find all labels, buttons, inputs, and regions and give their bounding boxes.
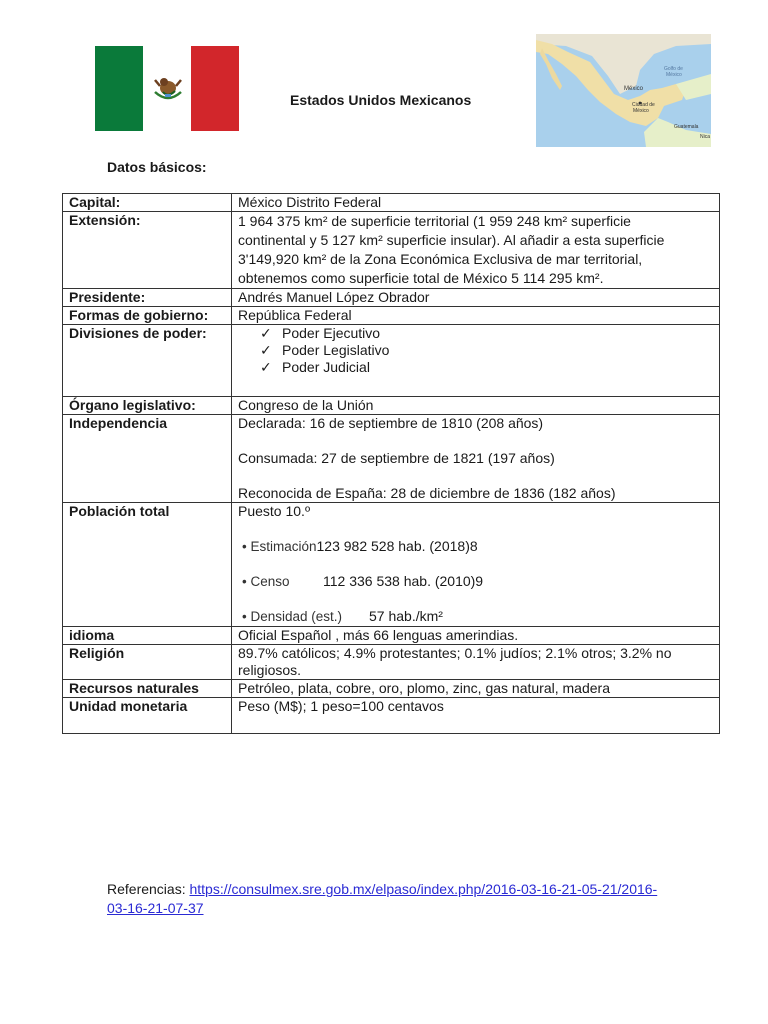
table-row (63, 289, 720, 307)
row-label: Unidad monetaria (63, 698, 232, 734)
poblacion-estimacion: • Estimación123 982 528 hab. (2018)8 (242, 538, 478, 554)
page-title: Estados Unidos Mexicanos (290, 92, 472, 108)
poblacion-censo: • Censo 112 336 538 hab. (2010)9 (242, 573, 484, 589)
row-label: Religión (63, 645, 232, 680)
table-row (63, 397, 720, 415)
poblacion-puesto: Puesto 10.º (238, 503, 311, 519)
table-row (63, 680, 720, 698)
table-row (63, 194, 720, 212)
row-value: Andrés Manuel López Obrador (232, 289, 720, 307)
row-value (232, 503, 720, 627)
check-icon: ✓ (260, 359, 272, 375)
table-row (63, 307, 720, 325)
table-row (63, 645, 720, 680)
table-row (63, 698, 720, 734)
check-icon: ✓ (260, 325, 272, 341)
independencia-declarada: Declarada: 16 de septiembre de 1810 (208 años) (238, 415, 544, 431)
check-icon: ✓ (260, 342, 272, 358)
row-value: Peso (M$); 1 peso=100 centavos (232, 698, 720, 734)
row-label: Independencia (63, 415, 232, 503)
row-value: 1 964 375 km² de superficie territorial (1 959 248 km² superficie continental y 5 127 km² superficie insular). Al añadir a esta superficie 3'149,920 km² de la Zona Económica Exclusiva de mar territorial, obtenemos como superficie total de México 5 114 295 km². (232, 212, 720, 289)
row-label: Presidente: (63, 289, 232, 307)
row-label: Órgano legislativo: (63, 397, 232, 415)
section-label: Datos básicos: (107, 159, 207, 175)
row-value: México Distrito Federal (232, 194, 720, 212)
flag-white-stripe (143, 46, 191, 131)
list-item: ✓ Poder Judicial (260, 359, 370, 375)
mexico-map (536, 34, 711, 147)
table-row (63, 415, 720, 503)
row-value (232, 325, 720, 397)
map-label-nica: Nica (700, 134, 711, 140)
row-value: 89.7% católicos; 4.9% protestantes; 0.1% judíos; 2.1% otros; 3.2% no religiosos. (232, 645, 720, 680)
references-label: Referencias: (107, 881, 190, 897)
map-label-capital-1: Ciudad de (632, 102, 655, 108)
basic-data-table (62, 193, 720, 734)
references (107, 880, 667, 918)
map-label-country: México (624, 86, 644, 92)
coat-of-arms-icon (151, 72, 185, 104)
row-label: Población total (63, 503, 232, 627)
row-value (232, 415, 720, 503)
flag-red-stripe (191, 46, 239, 131)
table-row (63, 212, 720, 289)
list-item: ✓ Poder Legislativo (260, 342, 390, 358)
row-label: Capital: (63, 194, 232, 212)
table-row (63, 503, 720, 627)
row-value: Congreso de la Unión (232, 397, 720, 415)
table-row (63, 627, 720, 645)
independencia-consumada: Consumada: 27 de septiembre de 1821 (197 años) (238, 450, 555, 466)
poblacion-densidad: • Densidad (est.) 57 hab./km² (242, 608, 443, 624)
row-value: República Federal (232, 307, 720, 325)
map-label-gulf-1: Golfo de (664, 66, 683, 72)
row-label: Extensión: (63, 212, 232, 289)
reference-link[interactable]: https://consulmex.sre.gob.mx/elpaso/index.php/2016-03-16-21-05-21/2016-03-16-21-07-37 (107, 881, 658, 916)
row-label: idioma (63, 627, 232, 645)
row-label: Divisiones de poder: (63, 325, 232, 397)
table-row (63, 325, 720, 397)
row-label: Formas de gobierno: (63, 307, 232, 325)
row-label: Recursos naturales (63, 680, 232, 698)
map-label-gulf-2: México (666, 72, 682, 78)
row-value: Petróleo, plata, cobre, oro, plomo, zinc, gas natural, madera (232, 680, 720, 698)
mexico-flag (95, 46, 239, 131)
row-value: Oficial Español , más 66 lenguas amerindias. (232, 627, 720, 645)
flag-green-stripe (95, 46, 143, 131)
independencia-reconocida: Reconocida de España: 28 de diciembre de 1836 (182 años) (238, 485, 616, 501)
list-item: ✓ Poder Ejecutivo (260, 325, 381, 341)
map-label-guatemala: Guatemala (674, 124, 699, 130)
map-label-capital-2: México (633, 108, 649, 114)
